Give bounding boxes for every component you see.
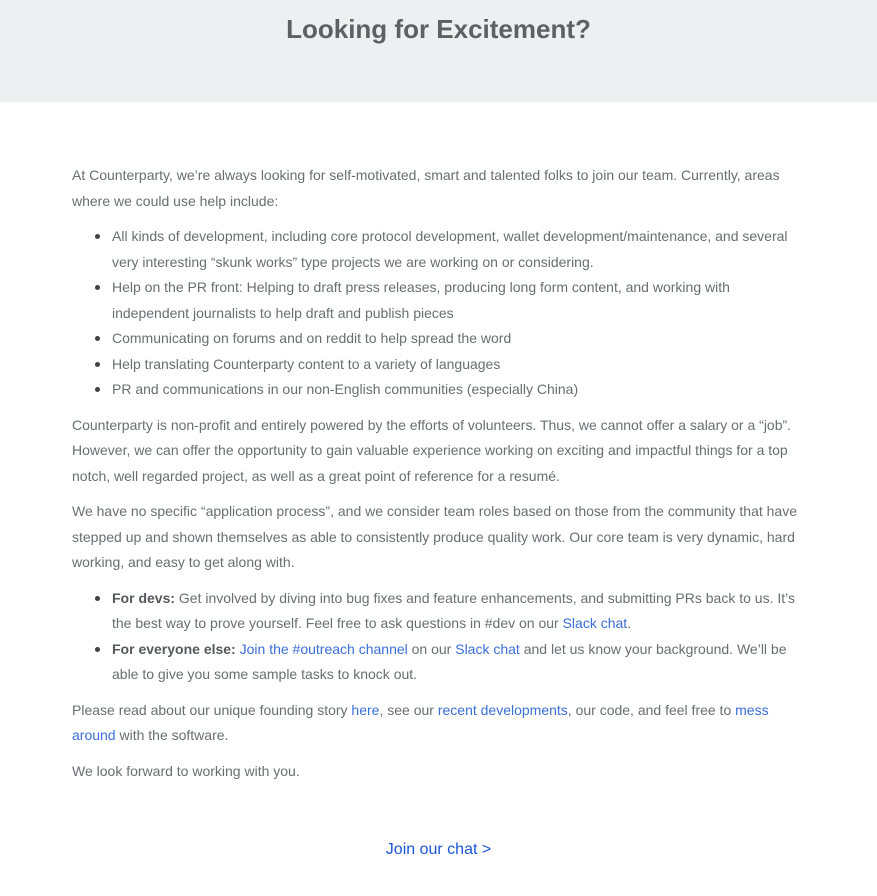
here-link[interactable]: here [351,701,380,718]
help-areas-list [72,224,800,403]
list-item: All kinds of development, including core protocol development, wallet development/maintenance, and several very interesting “skunk works” type projects we are working on or considering. [112,224,800,275]
list-item: Communicating on forums and on reddit to help spread the word [112,326,800,352]
devs-label: For devs: [112,589,176,606]
outreach-channel-link[interactable]: Join the #outreach channel [239,640,408,657]
slack-chat-link[interactable]: Slack chat [455,640,520,657]
founding-paragraph [72,698,800,749]
founding-text-1: Please read about our unique founding story [72,701,352,718]
list-item: PR and communications in our non-English communities (especially China) [112,377,800,403]
list-item-everyone [112,637,800,688]
roles-list [72,586,800,688]
hero-banner [0,0,877,102]
everyone-text-mid: on our [407,640,456,657]
devs-text: Get involved by diving into bug fixes and feature enhancements, and submitting PRs back to us. It’s the best way to prove yourself. Feel free to ask questions in #dev on our [112,589,796,631]
founding-text-3: , our code, and feel free to [567,701,736,718]
closing-paragraph: We look forward to working with you. [72,762,300,779]
main-content [72,163,800,794]
list-item: Help translating Counterparty content to a variety of languages [112,352,800,378]
founding-text-2: , see our [379,701,438,718]
everyone-text-end: and let us know your background. We’ll be able to give you some sample tasks to knock out. [112,640,787,682]
intro-paragraph: At Counterparty, we’re always looking for self-motivated, smart and talented folks to join our team. Currently, areas where we could use help include: [72,167,780,209]
everyone-label: For everyone else: [112,640,236,657]
nonprofit-paragraph: Counterparty is non-profit and entirely powered by the efforts of volunteers. Thus, we cannot offer a salary or a “job”. However, we can offer the opportunity to gain valuable experience working on exciting and impactful things for a top notch, well regarded project, as well as a great point of reference for a resumé. [72,416,792,484]
list-item-devs [112,586,800,637]
devs-end: . [627,615,632,631]
founding-text-4: with the software. [115,727,229,743]
page-title: Looking for Excitement? [286,14,591,44]
join-chat-link[interactable]: Join our chat > [385,841,492,858]
mess-around-link[interactable]: mess around [72,701,769,743]
slack-chat-link[interactable]: Slack chat [562,615,628,631]
recent-developments-link[interactable]: recent developments [437,701,568,718]
list-item: Help on the PR front: Helping to draft press releases, producing long form content, and working with independent journalists to help draft and publish pieces [112,275,800,326]
process-paragraph: We have no specific “application process”, and we consider team roles based on those from the community that have stepped up and shown themselves as able to consistently produce quality work. Our core team is very dynamic, hard working, and easy to get along with. [72,503,798,570]
